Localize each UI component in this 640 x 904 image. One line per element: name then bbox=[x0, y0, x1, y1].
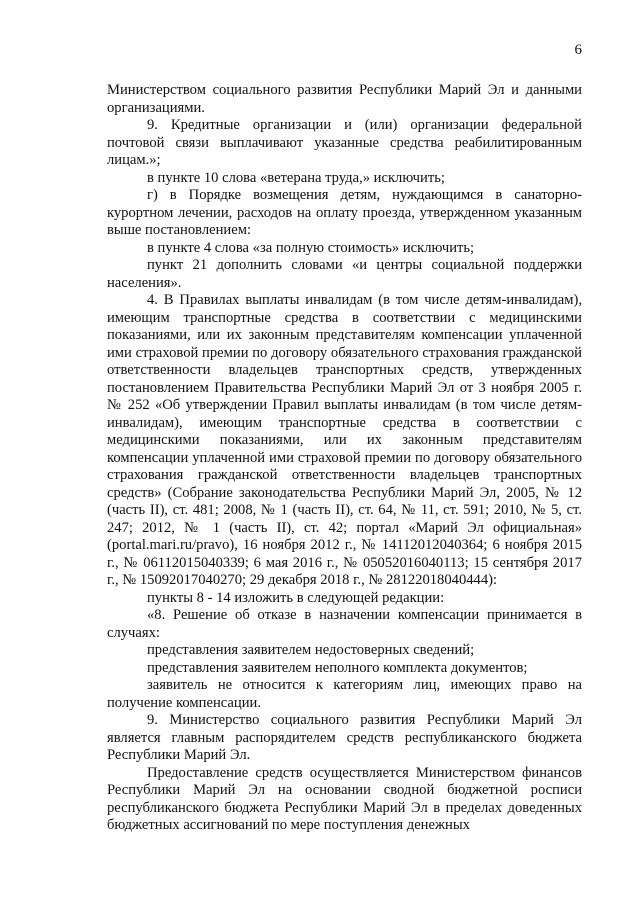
paragraph: представления заявителем недостоверных сведений; bbox=[147, 642, 475, 658]
paragraph: в пункте 4 слова «за полную стоимость» исключить; bbox=[147, 239, 475, 256]
paragraph: 4. В Правилах выплаты инвалидам (в том числе детям-инвалидам), имеющим транспортные средства в соответствии с медицинскими показаниями, или их законным представителям компенсации уплаченной ими страховой премии по договору обязательного страхования гражданской ответственности владельцев транспортных средств, утвержденных постановлением Правительства Республики Марий Эл от 3 ноября 2005 г. № 252 «Об утверждении Правил выплаты инвалидам (в том числе детям-инвалидам), имеющим транспортные средства в соответствии с медицинскими показаниями, или их законным представителям компенсации уплаченной ими страховой премии по договору обязательного страхования гражданской ответственности владельцев транспортных средств» (Собрание законодательства Республики Марий Эл, 2005, № 12 (часть II), ст. 481; 2008, № 1 (часть II), ст. 64, № 11, ст. 591; 2010, № 5, ст. 247; 2012, № 1 (часть II), ст. 42; портал «Марий Эл официальная» (portal.mari.ru/pravo), 16 ноября 2012 г., № 14112012040364; 6 ноября 2015 г., № 06112015040339; 6 мая 2016 г., № 05052016040113; 15 сентября 2017 г., № 15092017040270; 29 декабря 2018 г., № 28122018040444): bbox=[107, 292, 582, 588]
paragraph: 9. Министерство социального развития Республики Марий Эл является главным распорядителем средств республиканского бюджета Республики Марий Эл. bbox=[107, 712, 582, 763]
paragraph: пункты 8 - 14 изложить в следующей редакции: bbox=[147, 589, 445, 606]
paragraph: «8. Решение об отказе в назначении компенсации принимается в случаях: bbox=[107, 607, 582, 641]
paragraph: представления заявителем неполного комплекта документов; bbox=[147, 659, 528, 676]
paragraph: 9. Кредитные организации и (или) организации федеральной почтовой связи выплачивают указанные средства реабилитированным лицам.»; bbox=[107, 117, 582, 168]
paragraph: Предоставление средств осуществляется Министерством финансов Республики Марий Эл на основании сводной бюджетной росписи республиканского бюджета Республики Марий Эл в пределах доведенных бюджетных ассигнований по мере поступления денежных bbox=[107, 764, 582, 833]
paragraph: Министерством социального развития Республики Марий Эл и данными организациями. bbox=[107, 82, 582, 116]
paragraph: заявитель не относится к категориям лиц, имеющих право на получение компенсации. bbox=[107, 677, 582, 711]
document-body bbox=[107, 82, 582, 835]
page-number: 6 bbox=[574, 42, 582, 58]
paragraph: г) в Порядке возмещения детям, нуждающимся в санаторно-курортном лечении, расходов на оплату проезда, утвержденном указанным выше постановлением: bbox=[107, 187, 582, 238]
paragraph: в пункте 10 слова «ветерана труда,» исключить; bbox=[147, 169, 445, 186]
paragraph: пункт 21 дополнить словами «и центры социальной поддержки населения». bbox=[107, 257, 582, 291]
